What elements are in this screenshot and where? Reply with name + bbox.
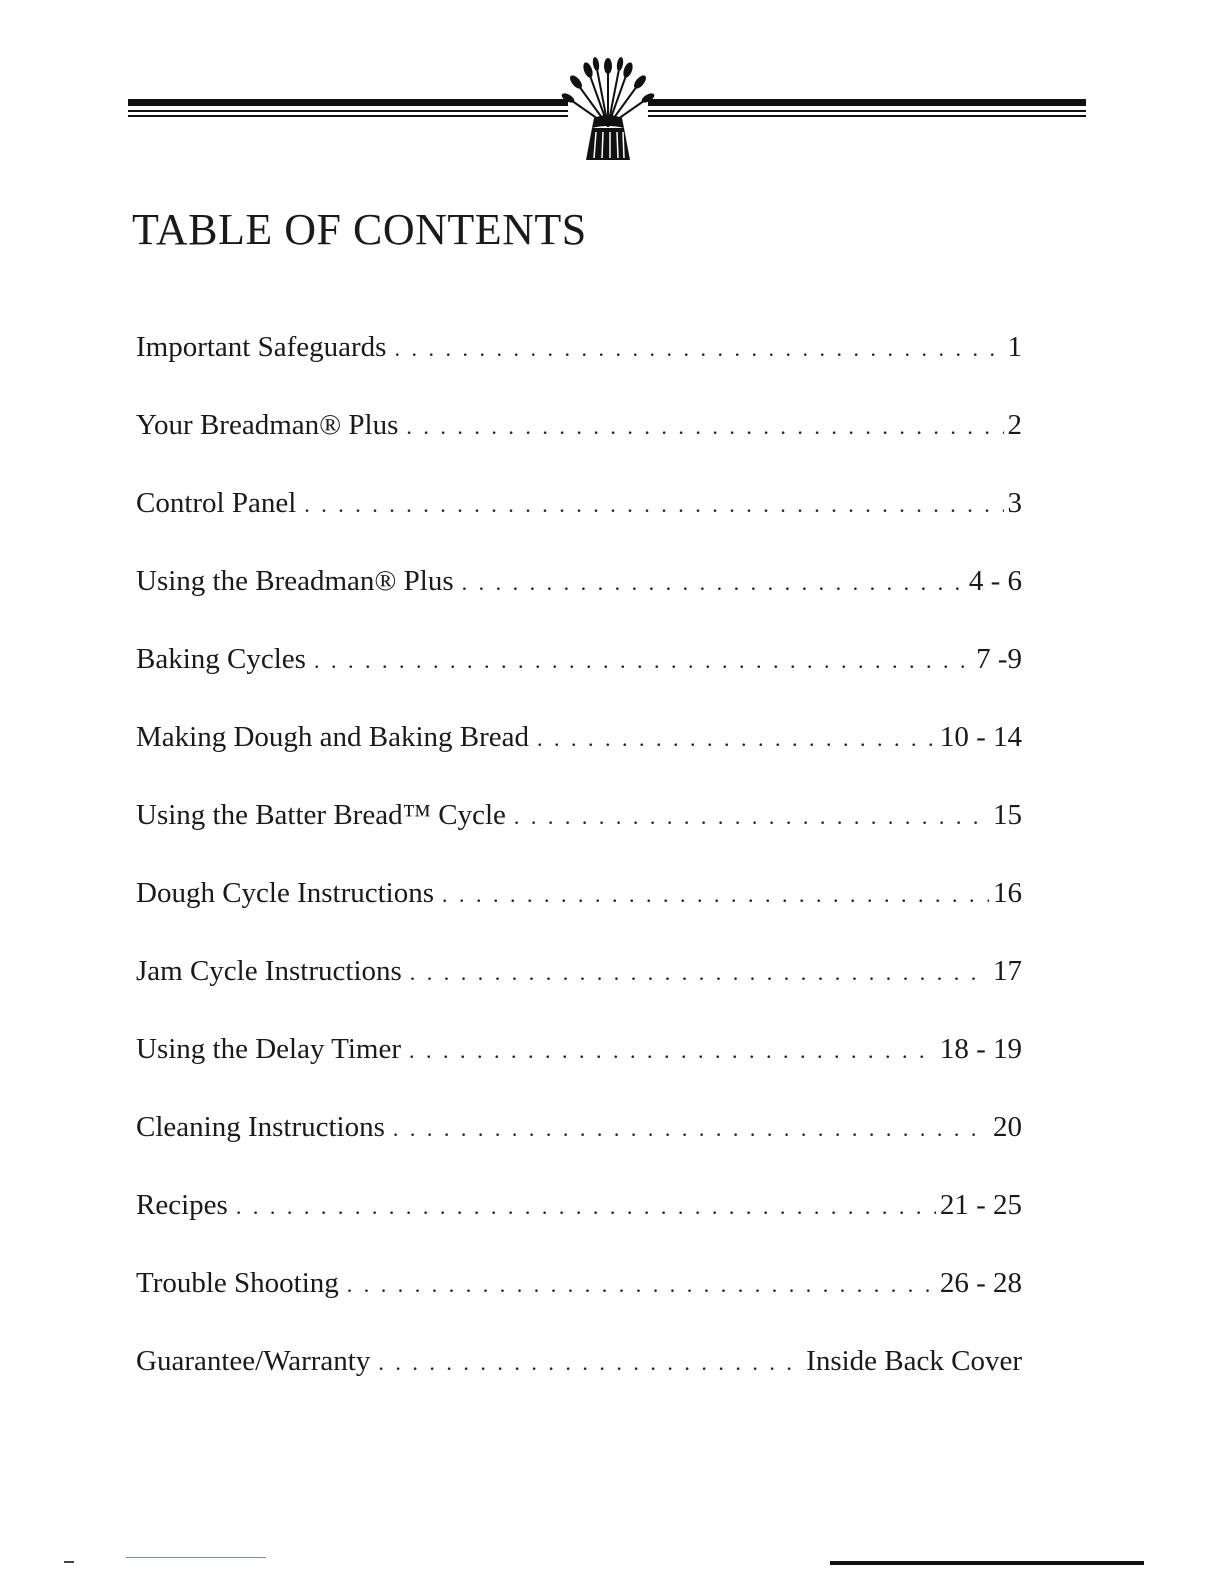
toc-entry — [136, 564, 1022, 642]
toc-entry-page: 15 — [993, 799, 1022, 831]
toc-entry-title: Using the Delay Timer — [136, 1033, 402, 1065]
toc-leader-dots — [394, 336, 1003, 362]
toc-entry-page: 4 - 6 — [968, 565, 1022, 597]
toc-entry-title: Dough Cycle Instructions — [136, 877, 435, 909]
header-rule-left — [128, 96, 568, 120]
toc-entry — [136, 1110, 1022, 1188]
toc-entry-page: 20 — [993, 1111, 1022, 1143]
toc-entry — [136, 720, 1022, 798]
toc-entry-page: 2 — [1007, 409, 1022, 441]
toc-entry — [136, 1188, 1022, 1266]
toc-entry-title: Using the Breadman® Plus — [136, 565, 454, 597]
toc-entry-page: 17 — [993, 955, 1022, 987]
toc-leader-dots — [514, 804, 989, 830]
toc-leader-dots — [236, 1194, 936, 1220]
toc-leader-dots — [347, 1272, 936, 1298]
toc-entry — [136, 1266, 1022, 1344]
toc-entry — [136, 1344, 1022, 1422]
toc-leader-dots — [393, 1116, 989, 1142]
toc-entry-page: 16 — [993, 877, 1022, 909]
toc-entry-title: Baking Cycles — [136, 643, 306, 675]
page-title: TABLE OF CONTENTS — [132, 205, 587, 254]
header-rule-right — [648, 96, 1086, 120]
toc-entry-page: 1 — [1007, 331, 1022, 363]
toc-entry-title: Cleaning Instructions — [136, 1111, 385, 1143]
toc-entry-title: Guarantee/Warranty — [136, 1345, 371, 1377]
toc-entry — [136, 1032, 1022, 1110]
toc-entry-title: Jam Cycle Instructions — [136, 955, 402, 987]
toc-entry-page: 10 - 14 — [939, 721, 1022, 753]
toc-entry-title: Using the Batter Bread™ Cycle — [136, 799, 506, 831]
toc-leader-dots — [537, 726, 936, 752]
toc-entry — [136, 486, 1022, 564]
toc-leader-dots — [442, 882, 989, 908]
toc-entry-title: Your Breadman® Plus — [136, 409, 399, 441]
toc-entry — [136, 330, 1022, 408]
toc-entry-page: Inside Back Cover — [806, 1345, 1022, 1377]
toc-leader-dots — [378, 1350, 802, 1376]
toc-entry-page: 7 -9 — [976, 643, 1022, 675]
toc-entry-page: 21 - 25 — [939, 1189, 1022, 1221]
toc-entry-page: 26 - 28 — [939, 1267, 1022, 1299]
toc-entry-page: 3 — [1007, 487, 1022, 519]
footer-rule-left — [126, 1557, 266, 1558]
toc-entry — [136, 408, 1022, 486]
toc-leader-dots — [406, 414, 1003, 440]
toc-entry — [136, 876, 1022, 954]
toc-entry-page: 18 - 19 — [939, 1033, 1022, 1065]
toc-entry — [136, 642, 1022, 720]
toc-leader-dots — [409, 1038, 936, 1064]
table-of-contents — [136, 330, 1022, 1422]
footer-mark — [64, 1561, 74, 1563]
toc-entry-title: Control Panel — [136, 487, 297, 519]
toc-leader-dots — [304, 492, 1003, 518]
toc-entry-title: Important Safeguards — [136, 331, 387, 363]
toc-leader-dots — [462, 570, 965, 596]
toc-leader-dots — [314, 648, 972, 674]
footer-rule-right — [830, 1561, 1144, 1565]
toc-entry-title: Recipes — [136, 1189, 228, 1221]
toc-leader-dots — [410, 960, 989, 986]
toc-entry — [136, 954, 1022, 1032]
toc-entry-title: Making Dough and Baking Bread — [136, 721, 530, 753]
toc-entry-title: Trouble Shooting — [136, 1267, 339, 1299]
toc-entry — [136, 798, 1022, 876]
wheat-sheaf-icon — [558, 56, 658, 164]
